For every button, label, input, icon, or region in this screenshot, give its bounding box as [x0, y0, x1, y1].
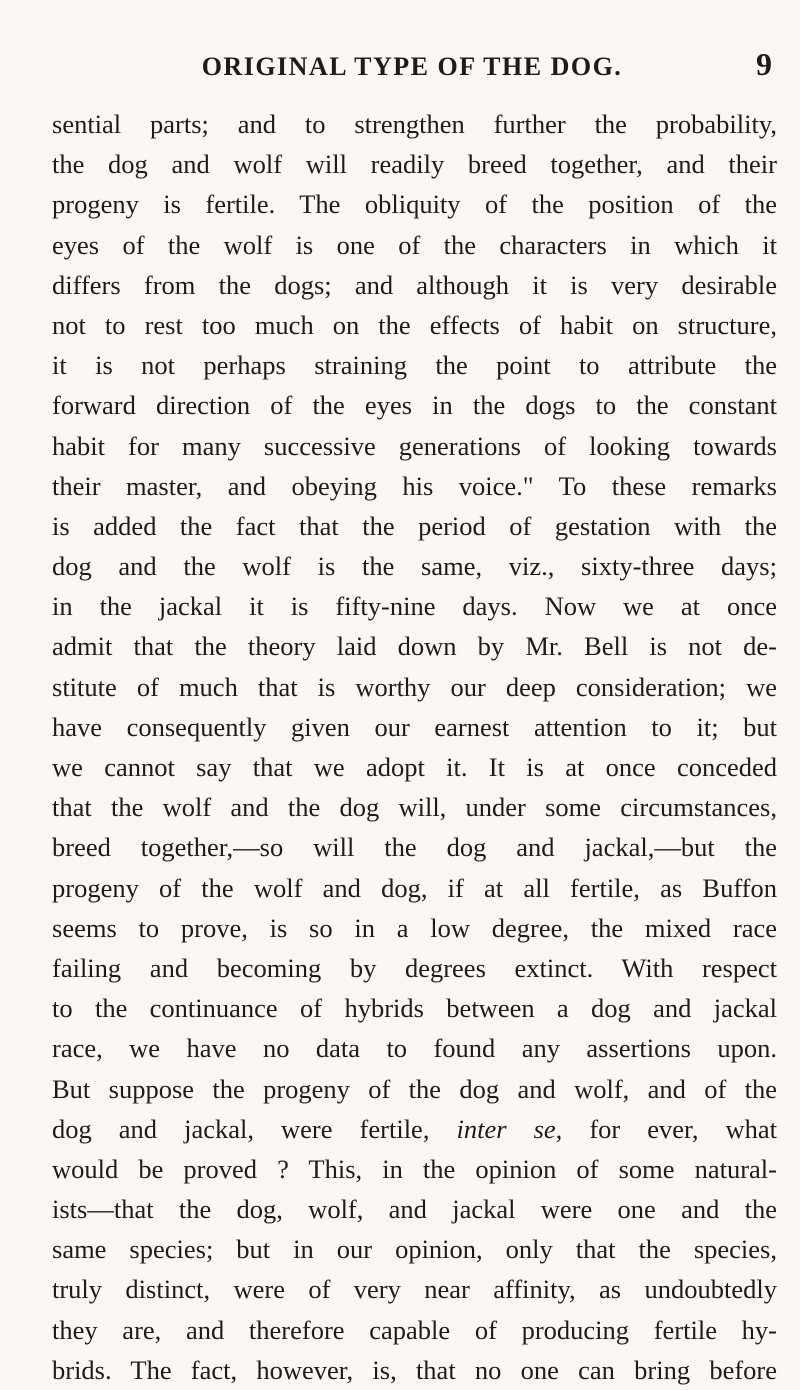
text-line: have consequently given our earnest attention to it; but	[52, 711, 777, 742]
text-line: is added the fact that the period of gestation with the	[52, 510, 777, 541]
text-line: the dog and wolf will readily breed together, and their	[52, 149, 777, 180]
text-line: admit that the theory laid down by Mr. Bell is not de-	[52, 631, 777, 662]
text-line: But suppose the progeny of the dog and wolf, and of the	[52, 1073, 777, 1104]
text-line: failing and becoming by degrees extinct. With respect	[52, 952, 777, 983]
text-line: truly distinct, were of very near affinity, as undoubtedly	[52, 1274, 777, 1305]
text-line: not to rest too much on the effects of habit on structure,	[52, 309, 777, 340]
text-line: brids. The fact, however, is, that no one can bring before	[52, 1354, 777, 1385]
text-line-end: for ever, what	[589, 1113, 777, 1144]
text-line: would be proved ? This, in the opinion of some natural-	[52, 1153, 777, 1184]
text-line: seems to prove, is so in a low degree, the mixed race	[52, 912, 777, 943]
text-line-start: dog and jackal, were fertile,	[52, 1113, 430, 1144]
text-line-with-italic	[52, 1109, 777, 1149]
text-line: it is not perhaps straining the point to attribute the	[52, 350, 777, 381]
running-head	[52, 46, 772, 92]
text-line: in the jackal it is fifty-nine days. Now we at once	[52, 591, 777, 622]
text-line: they are, and therefore capable of producing fertile hy-	[52, 1314, 777, 1345]
page-number: 9	[756, 46, 772, 82]
text-line: eyes of the wolf is one of the characters in which it	[52, 229, 777, 260]
text-line: we cannot say that we adopt it. It is at once conceded	[52, 752, 777, 782]
text-line: breed together,—so will the dog and jackal,—but the	[52, 832, 777, 863]
text-line: stitute of much that is worthy our deep consideration; we	[52, 671, 777, 702]
text-line: differs from the dogs; and although it is very desirable	[52, 269, 777, 300]
text-line: forward direction of the eyes in the dogs to the constant	[52, 390, 777, 421]
text-line: race, we have no data to found any assertions upon.	[52, 1033, 777, 1064]
text-line: habit for many successive generations of looking towards	[52, 430, 777, 461]
text-line: that the wolf and the dog will, under some circumstances,	[52, 792, 777, 823]
text-line: same species; but in our opinion, only that the species,	[52, 1234, 777, 1265]
text-line: dog and the wolf is the same, viz., sixty-three days;	[52, 551, 777, 582]
text-line: progeny is fertile. The obliquity of the position of the	[52, 189, 777, 220]
text-line: their master, and obeying his voice." To these remarks	[52, 470, 777, 501]
italic-phrase: inter se,	[456, 1113, 563, 1144]
text-line: sential parts; and to strengthen further the probability,	[52, 109, 777, 139]
body-text	[52, 104, 777, 1390]
running-title: ORIGINAL TYPE OF THE DOG.	[201, 52, 623, 81]
text-line: to the continuance of hybrids between a dog and jackal	[52, 993, 777, 1024]
text-line: progeny of the wolf and dog, if at all fertile, as Buffon	[52, 872, 777, 903]
text-line: ists—that the dog, wolf, and jackal were one and the	[52, 1194, 777, 1225]
